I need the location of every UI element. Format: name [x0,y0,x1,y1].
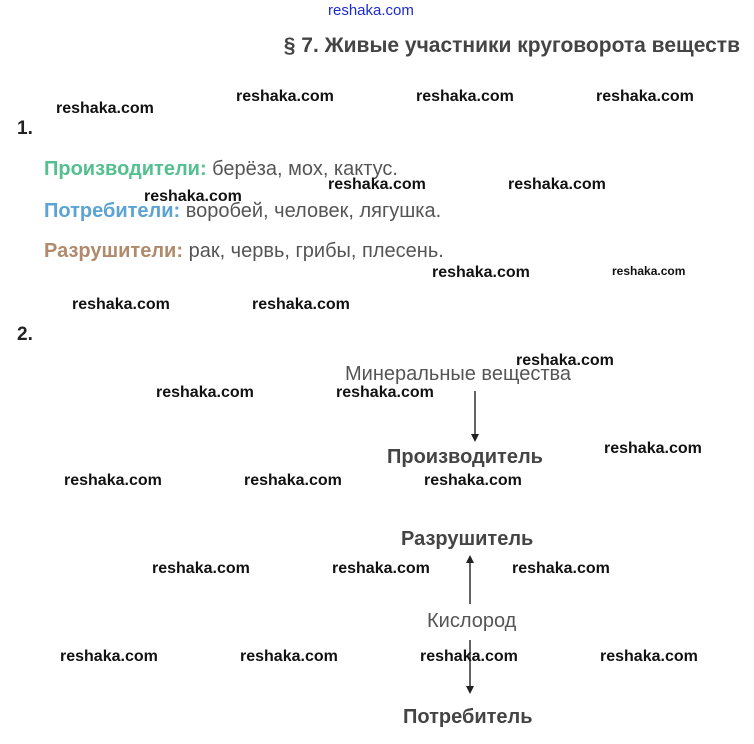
diagram-decomposer: Разрушитель [401,528,534,550]
consumers-label: Потребители: [44,200,181,222]
top-watermark: reshaka.com [328,2,414,19]
watermark: reshaka.com [144,188,242,205]
watermark: reshaka.com [336,384,434,401]
watermark: reshaka.com [596,88,694,105]
watermark: reshaka.com [244,472,342,489]
decomposers-label: Разрушители: [44,240,184,262]
watermark: reshaka.com [600,648,698,665]
watermark: reshaka.com [72,296,170,313]
producers-text: берёза, мох, кактус. [206,158,398,180]
watermark: reshaka.com [416,88,514,105]
watermark: reshaka.com [240,648,338,665]
watermark: reshaka.com [152,560,250,577]
watermark: reshaka.com [432,264,530,281]
watermark: reshaka.com [60,648,158,665]
watermark: reshaka.com [328,176,426,193]
page-title: § 7. Живые участники круговорота веществ [283,34,740,57]
watermark: reshaka.com [56,100,154,117]
section-1-number: 1. [17,118,33,139]
watermark: reshaka.com [236,88,334,105]
watermark: reshaka.com [156,384,254,401]
diagram-producer: Производитель [387,446,543,468]
watermark: reshaka.com [604,440,702,457]
decomposers-text: рак, червь, грибы, плесень. [183,240,444,262]
watermark: reshaka.com [252,296,350,313]
section-2-number: 2. [17,324,33,345]
consumers-text: воробей, человек, лягушка. [180,200,442,222]
producers-label: Производители: [44,158,207,180]
watermark: reshaka.com [424,472,522,489]
watermark: reshaka.com [420,648,518,665]
diagram-minerals: Минеральные вещества [345,363,571,385]
watermark: reshaka.com [512,560,610,577]
watermark: reshaka.com [612,264,686,278]
watermark: reshaka.com [516,352,614,369]
watermark: reshaka.com [508,176,606,193]
watermark: reshaka.com [64,472,162,489]
watermark: reshaka.com [332,560,430,577]
diagram-consumer: Потребитель [403,706,533,728]
diagram-oxygen: Кислород [427,610,517,632]
